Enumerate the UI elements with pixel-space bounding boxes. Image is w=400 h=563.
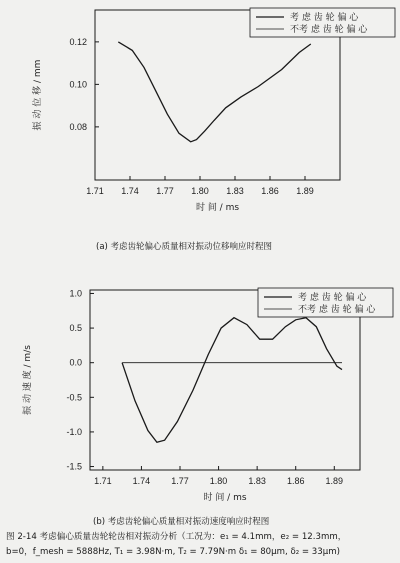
caption-b: (b) 考虑齿轮偏心质量相对振动速度响应时程图 <box>93 517 270 527</box>
figure-caption-line-1: 图 2-14 考虑偏心质量齿轮轮齿相对振动分析（工况为：e₁ = 4.1mm，e₂ = 12.3mm， <box>6 532 347 542</box>
x-tick-label: 1.83 <box>226 186 244 196</box>
y-tick-label: 0.08 <box>69 121 87 132</box>
legend-label-1: 考 虑 齿 轮 偏 心 <box>290 13 359 23</box>
legend-label-2: 不考 虑 齿 轮 偏 心 <box>290 25 368 35</box>
x-tick-label: 1.86 <box>286 476 305 486</box>
x-tick-label: 1.89 <box>296 186 314 196</box>
y-tick-label: 0.10 <box>69 79 87 90</box>
x-tick-label: 1.77 <box>156 186 174 196</box>
x-tick-label: 1.86 <box>261 186 279 196</box>
y-axis-label: 振 动 速 度 / m/s <box>23 345 33 415</box>
x-tick-label: 1.77 <box>171 476 189 486</box>
y-tick-label: -1.5 <box>66 461 82 472</box>
x-tick-label: 1.80 <box>209 476 228 486</box>
y-tick-label: -0.5 <box>66 392 82 403</box>
figure-caption-line-2: b=0，f_mesh = 5888Hz, T₁ = 3.98N·m, T₂ = 7.79N·m δ₁ = 80μm, δ₂ = 33μm) <box>6 547 340 557</box>
x-tick-label: 1.74 <box>121 186 139 196</box>
x-tick-label: 1.74 <box>132 476 151 486</box>
y-tick-label: -1.0 <box>66 426 82 437</box>
x-axis-label: 时 间 / ms <box>195 203 240 213</box>
y-tick-label: 1.0 <box>69 288 82 299</box>
legend-label-2: 不考 虑 齿 轮 偏 心 <box>298 305 376 315</box>
y-tick-label: 0.12 <box>69 36 87 47</box>
x-tick-label: 1.71 <box>94 476 112 486</box>
caption-a: (a) 考虑齿轮偏心质量相对振动位移响应时程图 <box>96 242 273 252</box>
x-tick-label: 1.80 <box>191 186 209 196</box>
y-axis-label: 振 动 位 移 / mm <box>33 59 43 131</box>
series-line-1 <box>122 318 342 443</box>
x-axis-label: 时 间 / ms <box>203 493 247 503</box>
y-tick-label: 0.0 <box>69 357 82 368</box>
y-tick-label: 0.5 <box>69 323 82 334</box>
x-tick-label: 1.83 <box>248 476 266 486</box>
x-tick-label: 1.89 <box>325 476 344 486</box>
legend-label-1: 考 虑 齿 轮 偏 心 <box>298 293 367 303</box>
x-tick-label: 1.71 <box>86 186 104 196</box>
